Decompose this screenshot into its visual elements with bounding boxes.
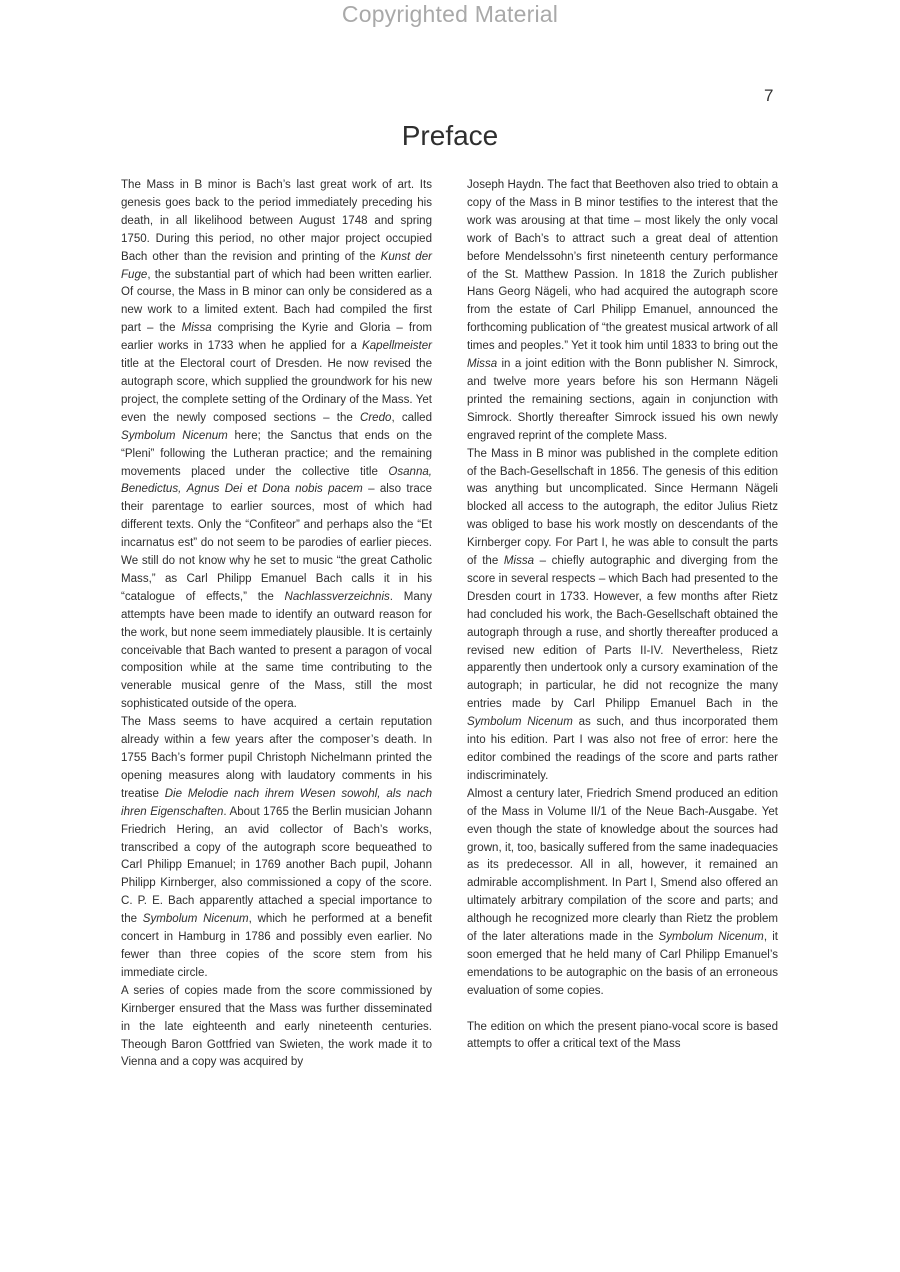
paragraph: A series of copies made from the score commissioned by Kirnberger ensured that the Mass was further disseminated in the late eighteenth and early nineteenth centuries. Theough Baron Gottfried van Swieten, the work made it to Vienna and a copy was acquired by [121, 984, 432, 1069]
paragraph: The Mass seems to have acquired a certain reputation already within a few years after the composer’s death. In 1755 Bach’s former pupil Christoph Nichelmann printed the opening measures along with laudatory comments in his treatise Die Melodie nach ihrem Wesen sowohl, als nach ihren Eigenschaften. About 1765 the Berlin musician Johann Friedrich Hering, an avid collector of Bach’s works, transcribed a copy of the autograph score bequeathed to Carl Philipp Emanuel; in 1769 another Bach pupil, Johann Philipp Kirnberger, also commissioned a copy of the score. C. P. E. Bach apparently attached a special importance to the Symbolum Nicenum, which he performed at a benefit concert in Hamburg in 1786 and possibly even earlier. No fewer than three copies of the score stem from his immediate circle. [121, 716, 433, 979]
paragraph: The Mass in B minor was published in the complete edition of the Bach-Gesellschaft in 1856. The genesis of this edition was anything but uncomplicated. Since Hermann Nägeli blocked all access to the autograph, the editor Julius Rietz was obliged to base his work mostly on descendants of the Kirnberger copy. For Part I, he was able to consult the parts of the Missa – chiefly autographic and diverging from the score in several respects – which Bach had presented to the Dresden court in 1733. However, a few months after Rietz had concluded his work, the Bach-Gesellschaft obtained the autograph through a ruse, and shortly thereafter produced a revised new edition of Parts II-IV. Nevertheless, Rietz apparently then undertook only a cursory examination of the autograph; in particular, he did not recognize the many entries made by Carl Philipp Emanuel Bach in the Symbolum Nicenum as such, and thus incorporated them into his edition. Part I was also not free of error: here the editor combined the readings of the score and parts rather indiscriminately. [467, 447, 778, 782]
copyright-watermark: Copyrighted Material [341, 1, 559, 27]
paragraph: The Mass in B minor is Bach’s last great work of art. Its genesis goes back to the period immediately preceding his death, in all likelihood between August 1748 and spring 1750. During this period, no other major project occupied Bach other than the revision and printing of the Kunst der Fuge, the substantial part of which had been written earlier. Of course, the Mass in B minor can only be considered as a new work to a limited extent. Bach had compiled the first part – the Missa comprising the Kyrie and Gloria – from earlier works in 1733 when he applied for a Kapellmeister title at the Electoral court of Dresden. He now revised the autograph score, which supplied the groundwork for his new project, the complete setting of the Ordinary of the Mass. Yet even the newly composed sections – the Credo, called Symbolum Nicenum here; the Sanctus that ends on the “Pleni” following the Lutheran practice; and the remaining movements placed under the collective title Osanna, Benedictus, Agnus Dei et Dona nobis pacem – also trace their parentage to earlier sources, most of which had different texts. Only the “Confiteor” and perhaps also the “Et incarnatus est” do not seem to be parodies of earlier pieces. We still do not know why he set to music “the great Catholic Mass,” as Carl Philipp Emanuel Bach calls it in his “catalogue of effects,” the Nachlassverzeichnis. Many attempts have been made to identify an outward reason for the work, but none seem immediately plausible. It is certainly conceivable that Bach wanted to present a paragon of vocal composition while at the same time contributing to the venerable musical genre of the Mass, still the most sophisticated outside of the opera. [121, 179, 433, 711]
paragraph: Almost a century later, Friedrich Smend produced an edition of the Mass in Volume II/1 of the Neue Bach-Ausgabe. Yet even though the state of knowledge about the sources had grown, it, too, basically suffered from the same inadequacies as its predecessor. All in all, however, it remained an admirable accomplishment. In Part I, Smend also offered an ultimately arbitrary compilation of the score and parts; and although he recognized more clearly than Rietz the problem of the later alterations made in the Symbolum Nicenum, it soon emerged that he held many of Carl Philipp Emanuel’s emendations to be autographic on the basis of an erroneous evaluation of some copies. [467, 787, 778, 997]
paragraph: Joseph Haydn. The fact that Beethoven also tried to obtain a copy of the Mass in B minor testifies to the interest that the work was arousing at that time – most likely the only vocal work of Bach’s to attract such a great deal of attention before Mendelssohn’s first nineteenth century performance of the St. Matthew Passion. In 1818 the Zurich publisher Hans Georg Nägeli, who had acquired the autograph score from the estate of Carl Philipp Emanuel, announced the forthcoming publication of “the greatest musical artwork of all times and peoples.” Yet it took him until 1833 to bring out the Missa in a joint edition with the Bonn publisher N. Simrock, and twelve more years before his son Hermann Nägeli printed the remaining sections, again in conjunction with Simrock. Shortly thereafter Simrock issued his own newly engraved reprint of the complete Mass. [467, 179, 778, 442]
paragraph-spacer [467, 1001, 778, 1019]
page-number: 7 [764, 86, 774, 105]
right-text-column [467, 177, 778, 1054]
page-title: Preface [401, 120, 499, 151]
paragraph: The edition on which the present piano-vocal score is based attempts to offer a critical text of the Mass [467, 1020, 778, 1051]
left-text-column [121, 177, 432, 1072]
